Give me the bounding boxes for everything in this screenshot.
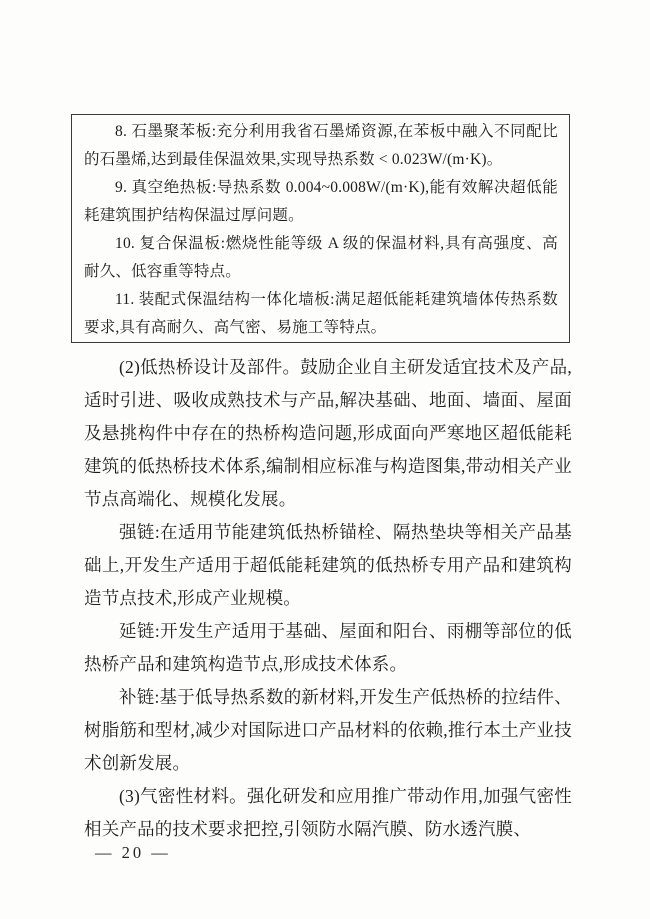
paragraph-supplement-chain: 补链:基于低导热系数的新材料,开发生产低热桥的拉结件、树脂筋和型材,减少对国际进口产品材料的依赖,推行本土产业技术创新发展。 <box>84 687 572 773</box>
page-number: — 20 — <box>95 843 171 862</box>
box-item-8-graphite-polystyrene: 8. 石墨聚苯板:充分利用我省石墨烯资源,在苯板中融入不同配比的石墨烯,达到最佳保温效果,实现导热系数 < 0.023W/(m·K)。 <box>84 123 558 168</box>
box-item-9-vacuum-insulation: 9. 真空绝热板:导热系数 0.004~0.008W/(m·K),能有效解决超低能耗建筑围护结构保温过厚问题。 <box>84 179 558 224</box>
insulation-materials-box <box>71 114 570 343</box>
paragraph-extend-chain: 延链:开发生产适用于基础、屋面和阳台、雨棚等部位的低热桥产品和建筑构造节点,形成技术体系。 <box>84 621 572 674</box>
box-item-10-composite-insulation: 10. 复合保温板:燃烧性能等级 A 级的保温材料,具有高强度、高耐久、低容重等特点。 <box>84 235 558 280</box>
body-text <box>84 351 572 846</box>
box-item-11-prefab-wall-panel: 11. 装配式保温结构一体化墙板:满足超低能耗建筑墙体传热系数要求,具有高耐久、高气密、易施工等特点。 <box>84 291 558 336</box>
paragraph-strengthen-chain: 强链:在适用节能建筑低热桥锚栓、隔热垫块等相关产品基础上,开发生产适用于超低能耗建筑的低热桥专用产品和建筑构造节点技术,形成产业规模。 <box>84 522 572 608</box>
paragraph-airtight-materials: (3)气密性材料。强化研发和应用推广带动作用,加强气密性相关产品的技术要求把控,引领防水隔汽膜、防水透汽膜、 <box>84 786 572 839</box>
paragraph-low-thermal-bridge-design: (2)低热桥设计及部件。鼓励企业自主研发适宜技术及产品,适时引进、吸收成熟技术与产品,解决基础、地面、墙面、屋面及悬挑构件中存在的热桥构造问题,形成面向严寒地区超低能耗建筑的低热桥技术体系,编制相应标准与构造图集,带动相关产业节点高端化、规模化发展。 <box>84 357 572 509</box>
